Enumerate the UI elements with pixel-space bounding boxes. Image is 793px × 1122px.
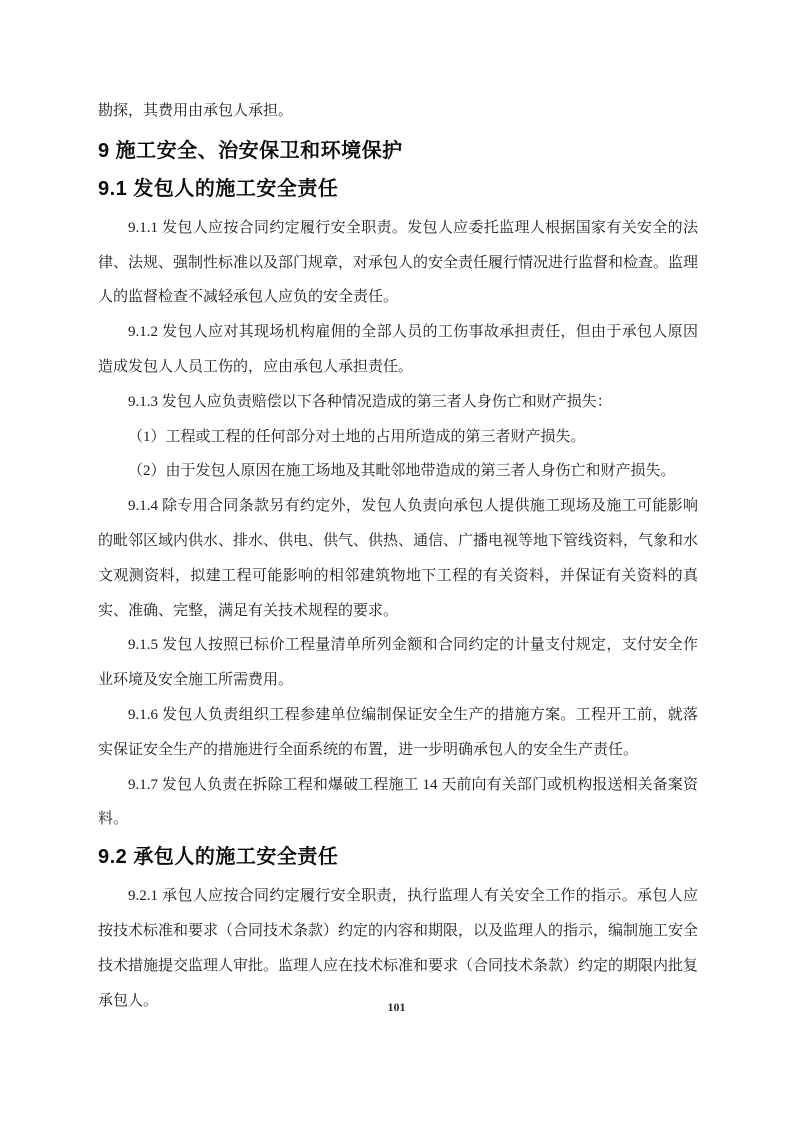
chapter-heading: 9 施工安全、治安保卫和环境保护 bbox=[98, 139, 403, 162]
page-content bbox=[98, 94, 698, 1018]
paragraph-9-1-2: 9.1.2 发包人应对其现场机构雇佣的全部人员的工伤事故承担责任，但由于承包人原因造成发包人人员工伤的，应由承包人承担责任。 bbox=[98, 324, 698, 375]
paragraph-continuation: 勘探，其费用由承包人承担。 bbox=[98, 103, 294, 119]
list-item-1: （1）工程或工程的任何部分对土地的占用所造成的第三者财产损失。 bbox=[128, 428, 586, 445]
paragraph-9-1-5: 9.1.5 发包人按照已标价工程量清单所列金额和合同约定的计量支付规定，支付安全作业环境及安全施工所需费用。 bbox=[98, 637, 698, 689]
paragraph-9-1-3: 9.1.3 发包人应负责赔偿以下各种情况造成的第三者人身伤亡和财产损失： bbox=[128, 393, 612, 410]
page-footer bbox=[0, 998, 793, 1016]
paragraph-9-1-6: 9.1.6 发包人负责组织工程参建单位编制保证安全生产的措施方案。工程开工前，就落实保证安全生产的措施进行全面系统的布置，进一步明确承包人的安全生产责任。 bbox=[98, 706, 698, 758]
paragraph-9-2-1: 9.2.1 承包人应按合同约定履行安全职责，执行监理人有关安全工作的指示。承包人应按技术标准和要求（合同技术条款）约定的内容和期限，以及监理人的指示，编制施工安全技术措施提交监理人审批。监理人应在技术标准和要求（合同技术条款）约定的期限内批复承包人。 bbox=[98, 888, 699, 1009]
page-number: 101 bbox=[387, 1000, 406, 1014]
paragraph-9-1-1: 9.1.1 发包人应按合同约定履行安全职责。发包人应委托监理人根据国家有关安全的法律、法规、强制性标准以及部门规章，对承包人的安全责任履行情况进行监督和检查。监理人的监督检查不减轻承包人应负的安全责任。 bbox=[98, 219, 699, 306]
paragraph-9-1-7: 9.1.7 发包人负责在拆除工程和爆破工程施工 14 天前向有关部门或机构报送相关备案资料。 bbox=[98, 776, 698, 828]
section-heading-9-1: 9.1 发包人的施工安全责任 bbox=[98, 177, 339, 200]
list-item-2: （2）由于发包人原因在施工场地及其毗邻地带造成的第三者人身伤亡和财产损失。 bbox=[128, 463, 676, 480]
paragraph-9-1-4: 9.1.4 除专用合同条款另有约定外，发包人负责向承包人提供施工现场及施工可能影响的毗邻区域内供水、排水、供电、供气、供热、通信、广播电视等地下管线资料，气象和水文观测资料，拟建工程可能影响的相邻建筑物地下工程的有关资料，并保证有关资料的真实、准确、完整，满足有关技术规程的要求。 bbox=[98, 498, 699, 619]
section-heading-9-2: 9.2 承包人的施工安全责任 bbox=[98, 846, 339, 869]
